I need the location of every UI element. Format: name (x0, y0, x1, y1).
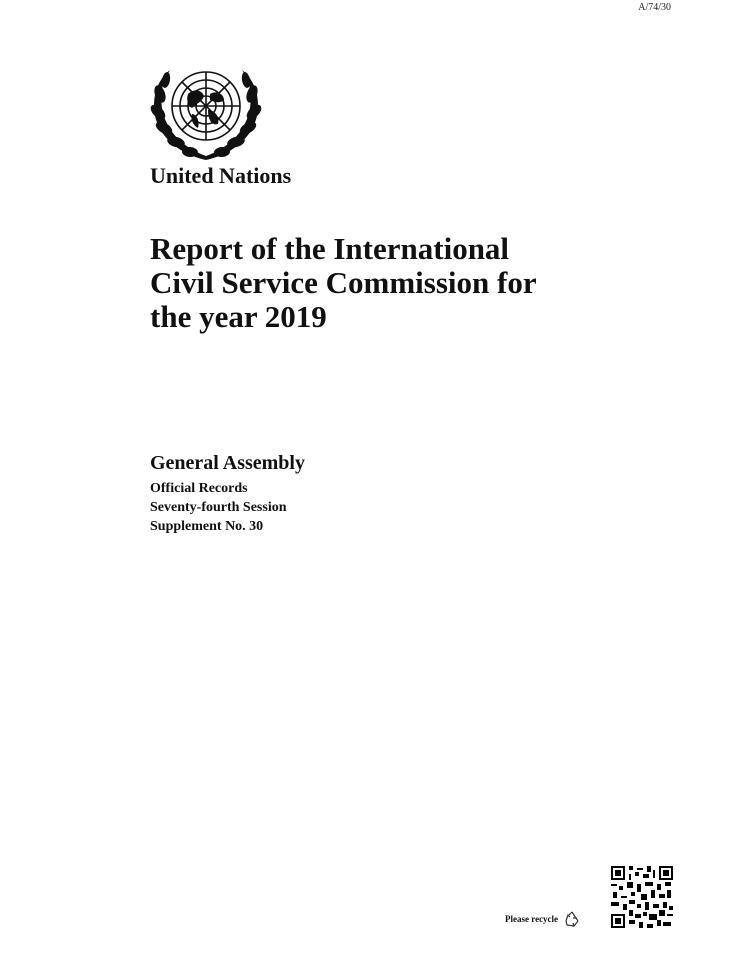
recycle-icon (562, 909, 582, 929)
general-assembly-heading: General Assembly (150, 452, 305, 474)
report-title (150, 232, 620, 334)
supplement-line: Supplement No. 30 (150, 519, 264, 534)
recycle-text: Please recycle (505, 914, 559, 924)
report-title-line: Report of the International (150, 231, 510, 266)
organization-name: United Nations (150, 163, 292, 188)
recycle-notice (505, 909, 582, 929)
document-symbol: A/74/30 (638, 2, 671, 13)
report-title-line: the year 2019 (150, 299, 327, 334)
session-line: Seventy-fourth Session (150, 500, 287, 515)
report-title-line: Civil Service Commission for (150, 265, 537, 300)
un-emblem-icon (148, 64, 264, 164)
qr-code-icon (611, 866, 673, 928)
official-records-block (150, 452, 305, 536)
records-line: Official Records (150, 481, 248, 496)
